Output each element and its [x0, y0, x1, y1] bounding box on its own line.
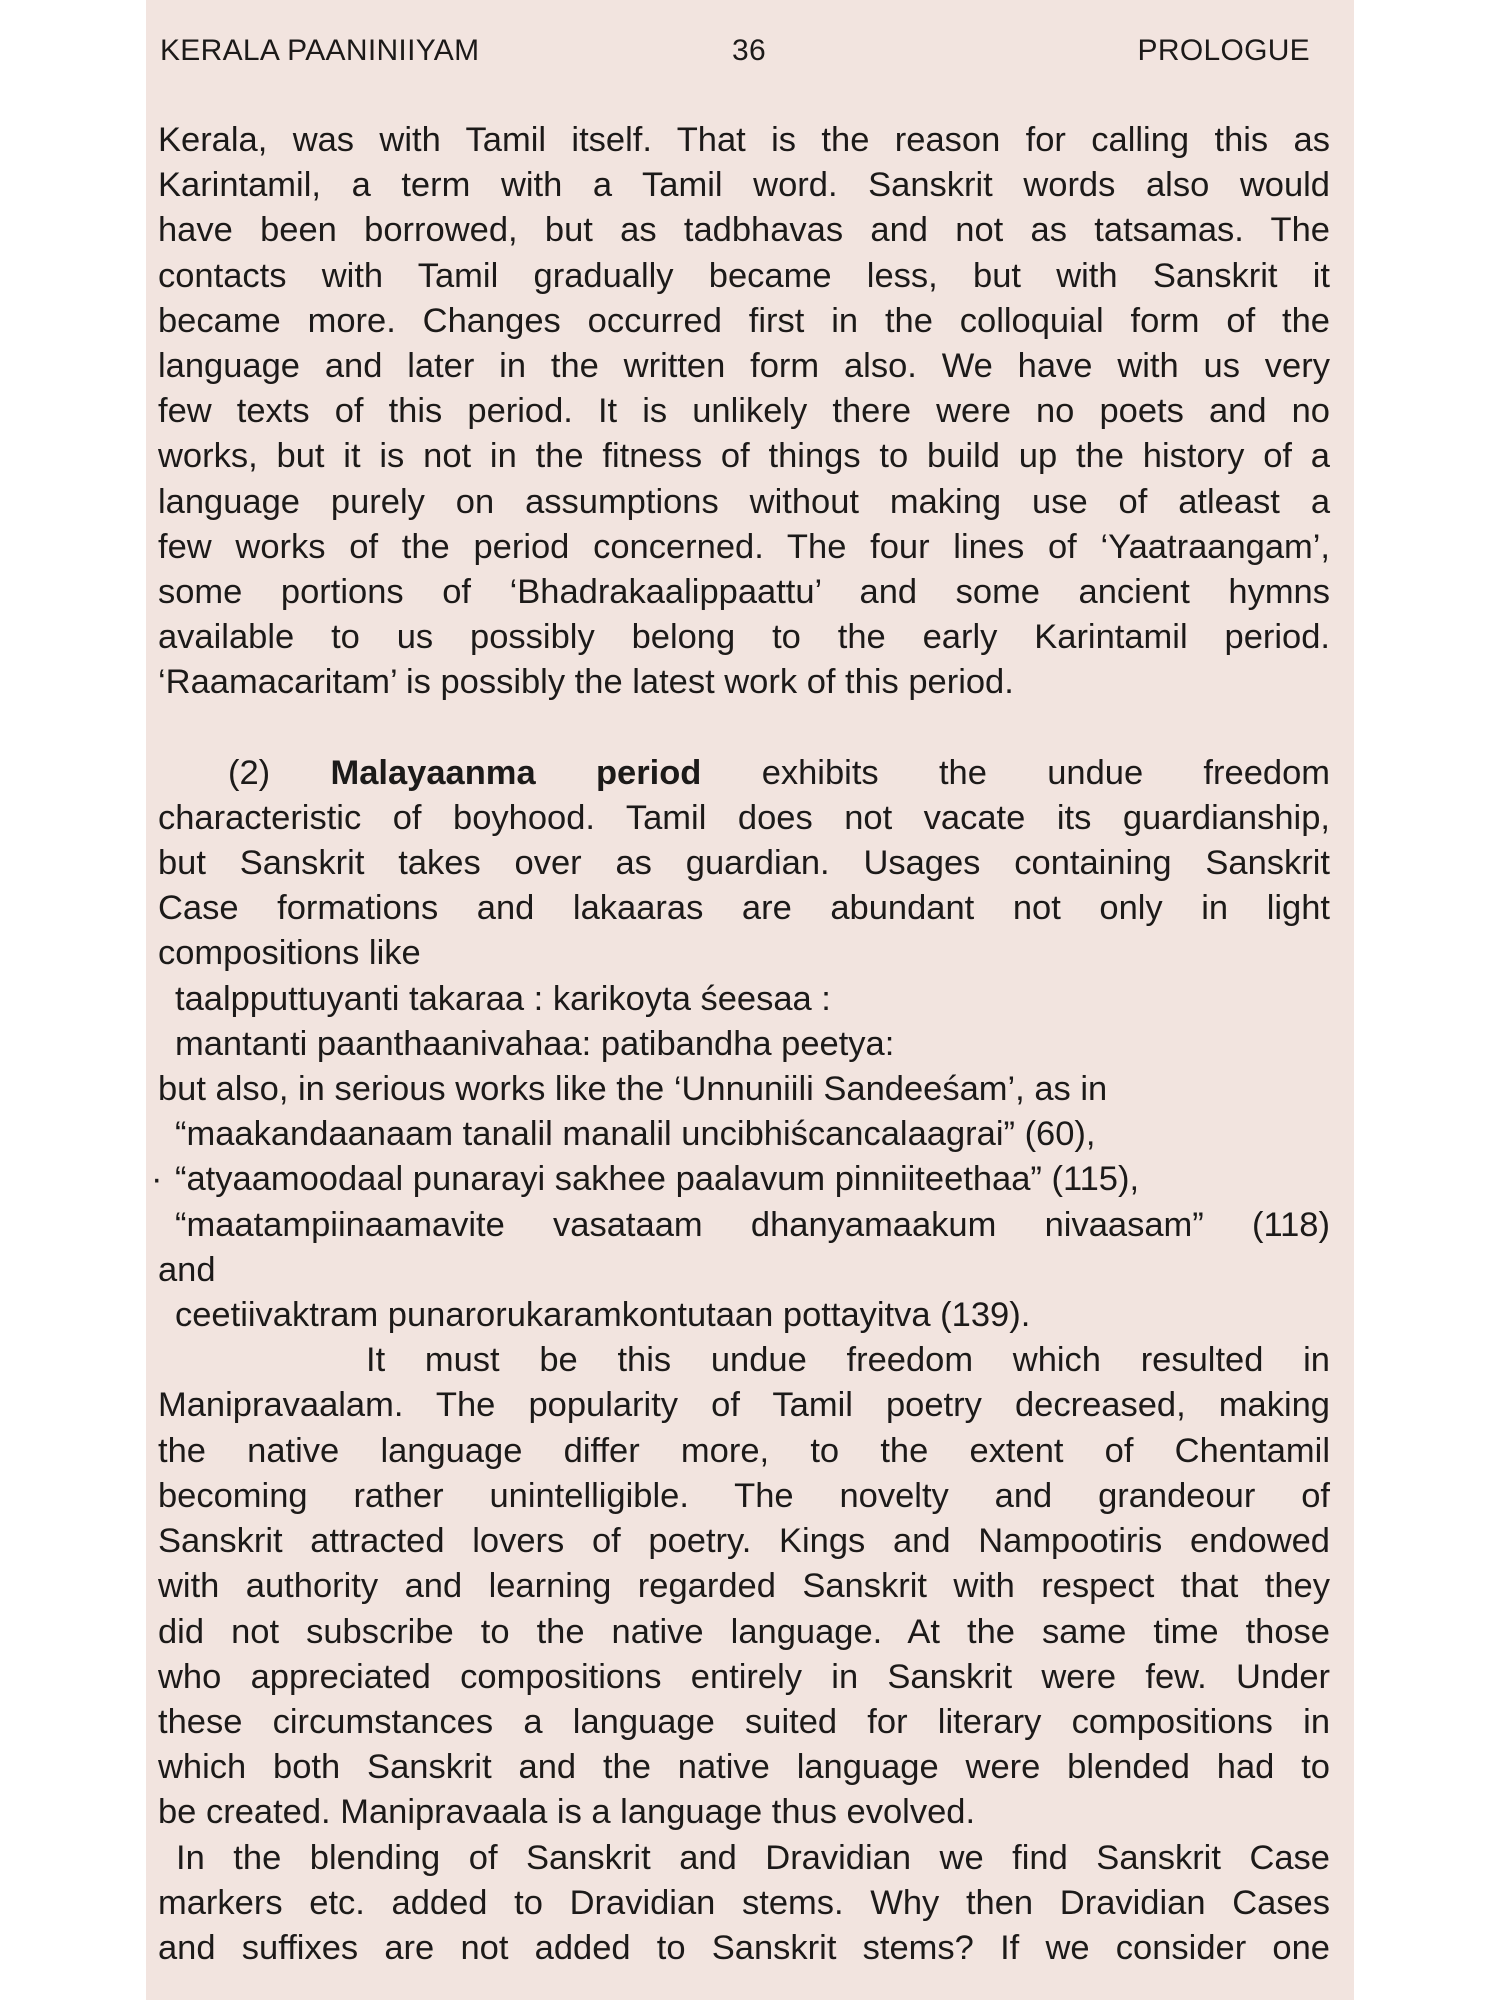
text-line: Sanskrit attracted lovers of poetry. Kings and Nampootiris endowed — [158, 1522, 1330, 1561]
text-line: few works of the period concerned. The four lines of ‘Yaatraangam’, — [158, 527, 1330, 566]
text-line: language and later in the written form also. We have with us very — [158, 347, 1330, 386]
paragraph-karintamil — [158, 118, 1330, 706]
text-line: and suffixes are not added to Sanskrit stems? If we consider one — [158, 1928, 1330, 1967]
text-line: In the blending of Sanskrit and Dravidian we find Sanskrit Case — [176, 1838, 1330, 1877]
text-line: but also, in serious works like the ‘Unnuniili Sandeeśam’, as in — [158, 1070, 1108, 1109]
text-line — [158, 751, 1330, 796]
text-line: ‘Raamacaritam’ is possibly the latest work of this period. — [158, 663, 1014, 702]
header-section-title: PROLOGUE — [1137, 34, 1310, 67]
quotation-text: “atyaamoodaal punarayi sakhee paalavum pinniiteethaa” (115), — [175, 1160, 1140, 1199]
text-line: be created. Manipravaala is a language thus evolved. — [158, 1793, 976, 1832]
text-line: becoming rather unintelligible. The novelty and grandeour of — [158, 1476, 1330, 1515]
text-line: contacts with Tamil gradually became less, but with Sanskrit it — [158, 256, 1330, 295]
quotation-list — [151, 1112, 1330, 1338]
text-span: exhibits the undue freedom — [761, 753, 1330, 792]
text-line: the native language differ more, to the extent of Chentamil — [158, 1431, 1330, 1470]
text-line: who appreciated compositions entirely in Sanskrit were few. Under — [158, 1657, 1330, 1696]
paragraph-spacer — [158, 706, 1330, 751]
text-line: and — [158, 1250, 216, 1289]
body-text — [151, 118, 1330, 1971]
section-term: Malayaanma period — [330, 753, 702, 792]
text-line: did not subscribe to the native language. At the same time those — [158, 1612, 1330, 1651]
quotation-line: “maakandaanaam tanalil manalil uncibhiścancalaagrai” (60), — [175, 1115, 1096, 1154]
header-book-title: KERALA PAANINIIYAM — [160, 34, 480, 67]
paragraph-blending — [158, 1836, 1330, 1972]
quotation-line — [151, 1157, 1330, 1202]
text-line: became more. Changes occurred first in the colloquial form of the — [158, 301, 1330, 340]
verse-line: mantanti paanthaanivahaa: patibandha peetya: — [175, 1024, 895, 1063]
text-line: Manipravaalam. The popularity of Tamil poetry decreased, making — [158, 1386, 1330, 1425]
verse-example — [158, 977, 1330, 1067]
verse-line: taalpputtuyanti takaraa : karikoyta śeesaa : — [175, 979, 831, 1018]
paragraph-manipravaalam — [158, 1338, 1330, 1835]
text-line: It must be this undue freedom which resulted in — [366, 1341, 1330, 1380]
text-line: characteristic of boyhood. Tamil does not vacate its guardianship, — [158, 798, 1330, 837]
text-line: which both Sanskrit and the native language were blended had to — [158, 1748, 1330, 1787]
text-line: works, but it is not in the fitness of things to build up the history of a — [158, 437, 1330, 476]
header-page-number: 36 — [732, 34, 766, 67]
section-number: (2) — [228, 753, 271, 792]
paragraph-malayaanma — [158, 751, 1330, 977]
text-line: with authority and learning regarded Sanskrit with respect that they — [158, 1567, 1330, 1606]
text-line: language purely on assumptions without making use of atleast a — [158, 482, 1330, 521]
text-line: few texts of this period. It is unlikely there were no poets and no — [158, 392, 1330, 431]
text-line: but Sanskrit takes over as guardian. Usages containing Sanskrit — [158, 844, 1330, 883]
quotation-line: ceetiivaktram punarorukaramkontutaan pottayitva (139). — [175, 1296, 1031, 1335]
text-line: compositions like — [158, 934, 421, 973]
text-line: available to us possibly belong to the early Karintamil period. — [158, 618, 1330, 657]
text-line: have been borrowed, but as tadbhavas and not as tatsamas. The — [158, 211, 1330, 250]
text-line: some portions of ‘Bhadrakaalippaattu’ and some ancient hymns — [158, 573, 1330, 612]
text-line: markers etc. added to Dravidian stems. Why then Dravidian Cases — [158, 1883, 1330, 1922]
running-header — [160, 34, 1310, 74]
margin-mark: · — [151, 1160, 163, 1199]
book-page — [146, 0, 1354, 2000]
text-line: Karintamil, a term with a Tamil word. Sanskrit words also would — [158, 166, 1330, 205]
text-line: Case formations and lakaaras are abundant not only in light — [158, 889, 1330, 928]
quotation-line: “maatampiinaamavite vasataam dhanyamaakum nivaasam” (118) — [175, 1205, 1330, 1244]
text-line: Kerala, was with Tamil itself. That is the reason for calling this as — [158, 121, 1330, 159]
text-line: these circumstances a language suited for literary compositions in — [158, 1702, 1330, 1741]
